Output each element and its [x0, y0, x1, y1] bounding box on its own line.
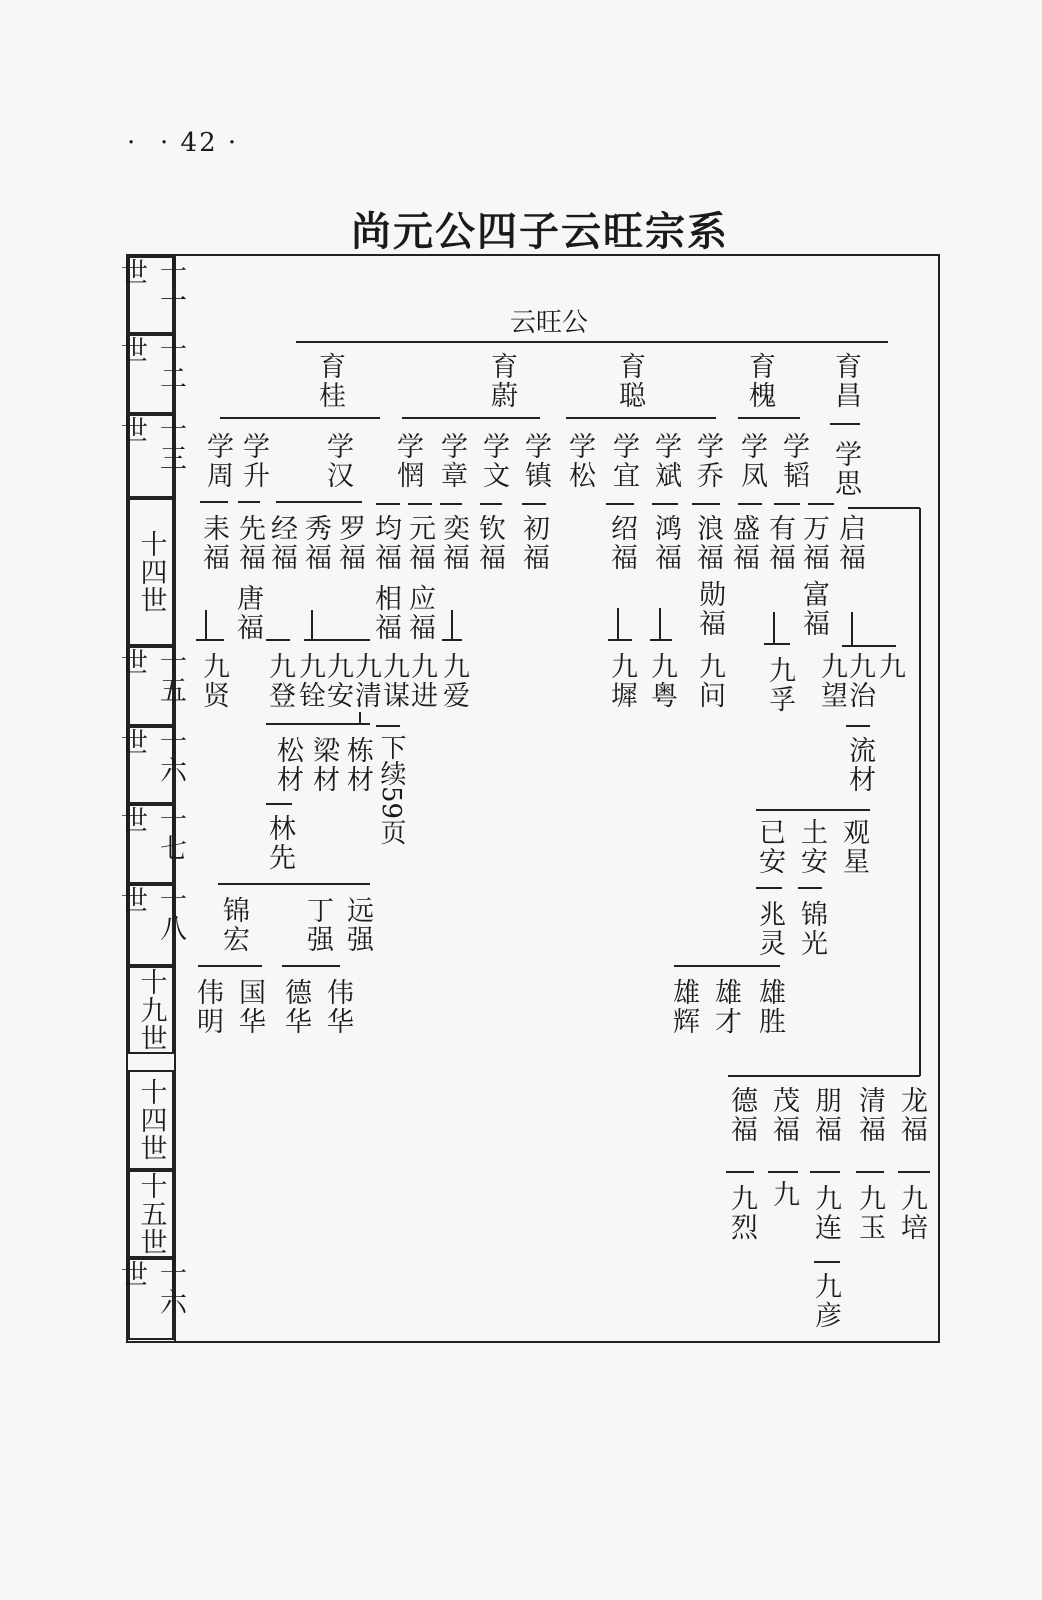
person-gen15: 九孚: [764, 656, 795, 714]
gen-label-15: 十五世: [128, 646, 174, 726]
person-lower-gen14: 朋福: [810, 1086, 841, 1144]
person-lower-gen15: 九连: [810, 1184, 841, 1242]
person-gen13: 学韬: [778, 432, 809, 490]
person-gen18: 锦光: [796, 900, 827, 958]
person-gen15: 九粤: [646, 652, 677, 710]
person-gen17: 土安: [796, 818, 827, 876]
page-title: 尚元公四子云旺宗系: [351, 209, 729, 255]
person-gen14: 钦福: [474, 514, 505, 572]
person-gen14-sibling: 唐福: [232, 584, 263, 642]
person-lower-gen14: 德福: [726, 1086, 757, 1144]
person-gen13: 学章: [436, 432, 467, 490]
person-gen19: 德华: [280, 978, 311, 1036]
person-gen18: 兆灵: [754, 900, 785, 958]
person-gen19: 伟华: [322, 978, 353, 1036]
person-gen13: 学思: [830, 440, 861, 498]
person-gen13: 学凤: [736, 432, 767, 490]
person-gen15: 九贤: [198, 652, 229, 710]
person-gen14: 浪福: [692, 514, 723, 572]
person-gen14: 有福: [764, 514, 795, 572]
gen-label-17: 十七世: [128, 804, 174, 884]
person-gen13: 学升: [238, 432, 269, 490]
person-gen19: 雄辉: [668, 978, 699, 1036]
page-marker: ·: [127, 128, 136, 158]
person-gen15: 九望: [816, 652, 847, 710]
person-gen12: 育聪: [614, 352, 645, 410]
person-gen16: 栋材: [342, 736, 373, 794]
person-gen14: 盛福: [728, 514, 759, 572]
person-gen15: 九爱: [438, 652, 469, 710]
person-gen16: 松材: [272, 736, 303, 794]
person-gen19: 国华: [234, 978, 265, 1036]
person-gen14: 鸿福: [650, 514, 681, 572]
person-gen15: 九墀: [606, 652, 637, 710]
person-gen14: 启福: [834, 514, 865, 572]
person-gen13: 学宜: [608, 432, 639, 490]
person-gen16: 流材: [844, 736, 875, 794]
gen-label-18: 十八世: [128, 884, 174, 966]
person-gen18: 丁强: [302, 896, 333, 954]
person-gen14-sibling: 勋福: [694, 580, 725, 638]
person-gen14: 耒福: [198, 514, 229, 572]
person-gen19: 伟明: [192, 978, 223, 1036]
root-ancestor: 云旺公: [510, 308, 589, 338]
person-gen14: 秀福: [300, 514, 331, 572]
gen-label-13: 十三世: [128, 414, 174, 498]
person-gen15: 九进: [406, 652, 437, 710]
person-gen15: 九治: [844, 652, 875, 710]
person-gen19: 雄才: [710, 978, 741, 1036]
person-gen14: 均福: [370, 514, 401, 572]
person-gen13: 学汉: [322, 432, 353, 490]
person-gen15: 九问: [694, 652, 725, 710]
person-gen17: 观星: [838, 818, 869, 876]
person-gen12: 育昌: [830, 352, 861, 410]
person-gen19: 雄胜: [754, 978, 785, 1036]
gen-label-11: 十一世: [128, 256, 174, 334]
gen-label-16-lower: 十六世: [128, 1258, 174, 1340]
person-lower-gen16: 九彦: [810, 1272, 841, 1330]
person-gen13: 学乔: [692, 432, 723, 490]
person-gen15: 九谋: [378, 652, 409, 710]
person-gen14: 万福: [798, 514, 829, 572]
person-gen13: 学镇: [520, 432, 551, 490]
person-gen15: 九清: [350, 652, 381, 710]
person-gen14: 元福: [404, 514, 435, 572]
continued-note: 下续59页: [376, 734, 406, 846]
person-gen14: 初福: [518, 514, 549, 572]
person-gen12: 育槐: [744, 352, 775, 410]
person-lower-gen14: 茂福: [768, 1086, 799, 1144]
gen-label-14: 十四世: [128, 498, 174, 646]
person-gen13: 学惘: [392, 432, 423, 490]
person-gen13: 学松: [564, 432, 595, 490]
person-gen12: 育蔚: [486, 352, 517, 410]
person-lower-gen15: 九玉: [854, 1184, 885, 1242]
person-gen14-sibling: 富福: [798, 580, 829, 638]
person-gen14: 罗福: [334, 514, 365, 572]
gen-label-16: 十六世: [128, 726, 174, 804]
person-gen17: 林先: [264, 814, 295, 872]
person-gen15: 九登: [264, 652, 295, 710]
person-gen18: 锦宏: [218, 896, 249, 954]
person-gen16: 梁材: [308, 736, 339, 794]
person-lower-gen15: 九培: [896, 1184, 927, 1242]
person-gen14: 先福: [234, 514, 265, 572]
person-gen14: 绍福: [606, 514, 637, 572]
gen-label-19: 十九世: [128, 966, 174, 1054]
person-gen12: 育桂: [314, 352, 345, 410]
person-lower-gen15: 九烈: [726, 1184, 757, 1242]
person-gen14-sibling: 相福: [370, 584, 401, 642]
person-gen13: 学周: [202, 432, 233, 490]
person-gen18: 远强: [342, 896, 373, 954]
person-gen13: 学文: [478, 432, 509, 490]
person-gen14-sibling: 应福: [404, 584, 435, 642]
person-gen15: 九: [874, 652, 905, 681]
gen-label-14-lower: 十四世: [128, 1070, 174, 1170]
person-gen17: 已安: [754, 818, 785, 876]
person-gen15: 九铨: [294, 652, 325, 710]
person-gen14: 奕福: [438, 514, 469, 572]
person-gen13: 学斌: [650, 432, 681, 490]
person-lower-gen14: 清福: [854, 1086, 885, 1144]
person-lower-gen14: 龙福: [896, 1086, 927, 1144]
gen-label-12: 十二世: [128, 334, 174, 414]
person-gen14: 经福: [266, 514, 297, 572]
person-gen15: 九安: [322, 652, 353, 710]
person-lower-gen15: 九: [768, 1180, 799, 1209]
gen-label-15-lower: 十五世: [128, 1170, 174, 1258]
page-number: · 42 ·: [160, 128, 239, 158]
